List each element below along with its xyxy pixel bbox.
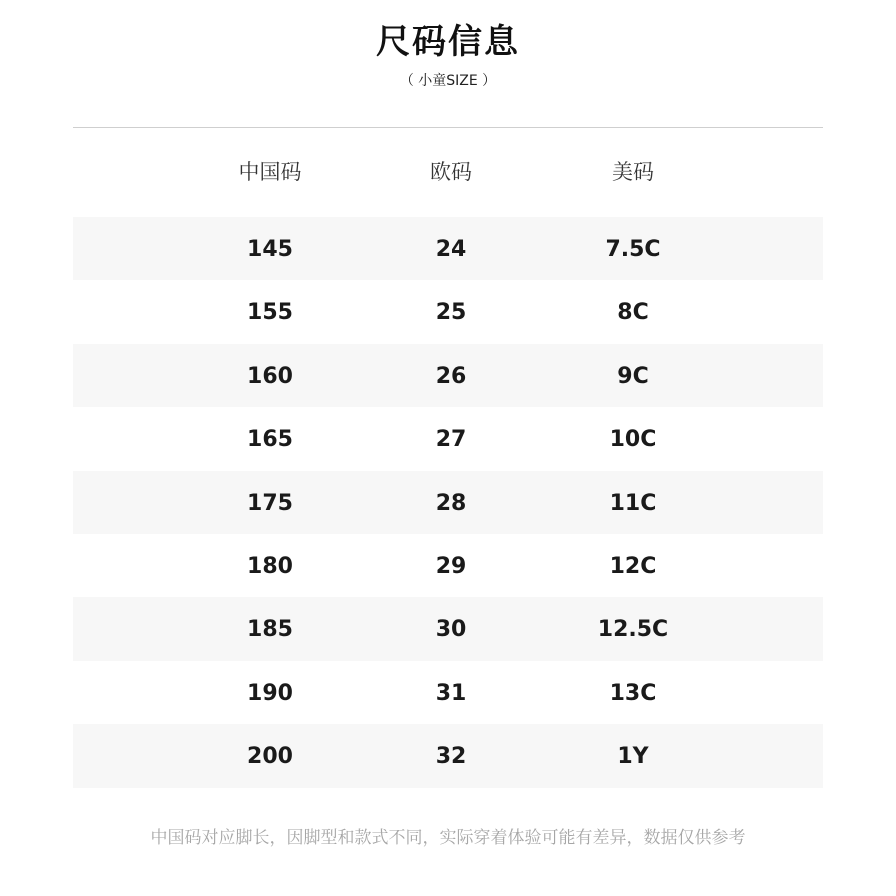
table-row bbox=[73, 534, 823, 597]
china-size-cell: 175 bbox=[247, 490, 293, 516]
header-us-size: 美码 bbox=[612, 160, 654, 184]
china-size-cell: 160 bbox=[247, 363, 293, 389]
us-size-cell: 1Y bbox=[617, 744, 649, 770]
eu-size-cell: 28 bbox=[435, 490, 467, 516]
table-row bbox=[73, 407, 823, 470]
eu-size-cell: 26 bbox=[435, 363, 467, 389]
us-size-cell: 8C bbox=[617, 300, 649, 326]
us-size-cell: 10C bbox=[609, 427, 657, 453]
header-eu-size: 欧码 bbox=[430, 160, 472, 184]
china-size-cell: 180 bbox=[247, 553, 293, 579]
china-size-cell: 165 bbox=[247, 427, 293, 453]
china-size-cell: 145 bbox=[247, 237, 293, 262]
us-size-cell: 12.5C bbox=[597, 617, 669, 643]
china-size-cell: 200 bbox=[247, 744, 293, 770]
china-size-cell: 190 bbox=[247, 680, 293, 706]
eu-size-cell: 30 bbox=[435, 617, 467, 643]
table-row bbox=[73, 661, 823, 724]
eu-size-cell: 25 bbox=[435, 300, 467, 326]
eu-size-cell: 31 bbox=[435, 680, 467, 706]
eu-size-cell: 32 bbox=[435, 744, 467, 770]
us-size-cell: 7.5C bbox=[605, 237, 661, 262]
table-row bbox=[73, 344, 823, 407]
eu-size-cell: 27 bbox=[435, 427, 467, 453]
footnote: 中国码对应脚长，因脚型和款式不同，实际穿着体验可能有差异，数据仅供参考 bbox=[150, 828, 746, 848]
size-table-header bbox=[73, 152, 823, 192]
page-subtitle: （ 小童SIZE ） bbox=[399, 73, 497, 89]
table-row bbox=[73, 217, 823, 280]
title-divider bbox=[73, 127, 823, 128]
us-size-cell: 9C bbox=[617, 363, 649, 389]
table-row bbox=[73, 280, 823, 343]
china-size-cell: 185 bbox=[247, 617, 293, 643]
table-row bbox=[73, 597, 823, 660]
table-row bbox=[73, 471, 823, 534]
us-size-cell: 11C bbox=[609, 490, 657, 516]
table-row bbox=[73, 724, 823, 787]
eu-size-cell: 24 bbox=[435, 237, 467, 262]
size-table-body bbox=[73, 217, 823, 788]
china-size-cell: 155 bbox=[247, 300, 293, 326]
eu-size-cell: 29 bbox=[435, 553, 467, 579]
us-size-cell: 12C bbox=[609, 553, 657, 579]
header-china-size: 中国码 bbox=[238, 160, 302, 184]
us-size-cell: 13C bbox=[609, 680, 657, 706]
page-title: 尺码信息 bbox=[376, 22, 520, 62]
